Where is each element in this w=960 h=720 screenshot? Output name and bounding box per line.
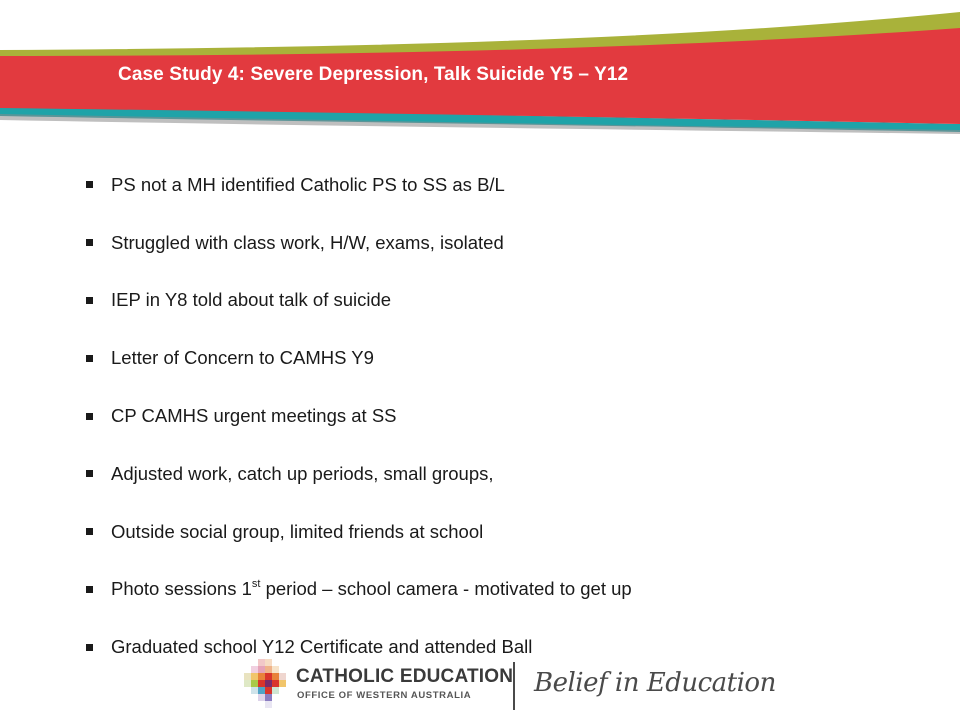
bullet-item — [86, 272, 926, 330]
bullet-item — [86, 503, 926, 561]
cross-mosaic-icon — [244, 659, 286, 709]
org-name: CATHOLIC EDUCATION — [296, 666, 514, 687]
square-bullet-icon — [86, 586, 93, 593]
bullet-item — [86, 387, 926, 445]
bullet-text: IEP in Y8 told about talk of suicide — [111, 289, 392, 311]
bullet-text-end: period – school camera - motivated to get up — [260, 578, 632, 600]
bullet-text-start: Photo sessions 1 — [111, 578, 252, 600]
bullet-item — [86, 214, 926, 272]
bullet-text: PS not a MH identified Catholic PS to SS as B/L — [111, 173, 505, 195]
bullet-text: Graduated school Y12 Certificate and attended Ball — [111, 636, 533, 658]
ordinal-suffix: st — [251, 578, 261, 591]
square-bullet-icon — [86, 239, 93, 246]
square-bullet-icon — [86, 644, 93, 651]
bullet-item — [86, 156, 926, 214]
bullet-item — [86, 445, 926, 503]
bullet-list — [86, 156, 926, 676]
footer-divider — [513, 662, 515, 710]
bullet-text — [111, 578, 632, 600]
title-banner — [0, 0, 960, 140]
bullet-text: Letter of Concern to CAMHS Y9 — [111, 347, 374, 369]
square-bullet-icon — [86, 355, 93, 362]
tagline: Belief in Education — [534, 668, 776, 698]
bullet-text: Struggled with class work, H/W, exams, isolated — [111, 231, 504, 253]
bullet-text: Outside social group, limited friends at school — [111, 520, 484, 542]
bullet-text: CP CAMHS urgent meetings at SS — [111, 405, 397, 427]
square-bullet-icon — [86, 297, 93, 304]
square-bullet-icon — [86, 181, 93, 188]
square-bullet-icon — [86, 413, 93, 420]
bullet-item — [86, 561, 926, 619]
bullet-text: Adjusted work, catch up periods, small groups, — [111, 462, 494, 484]
bullet-item — [86, 329, 926, 387]
org-subtitle: OFFICE OF WESTERN AUSTRALIA — [297, 690, 472, 701]
slide-title: Case Study 4: Severe Depression, Talk Suicide Y5 – Y12 — [118, 64, 629, 85]
square-bullet-icon — [86, 470, 93, 477]
footer — [0, 654, 960, 720]
square-bullet-icon — [86, 528, 93, 535]
